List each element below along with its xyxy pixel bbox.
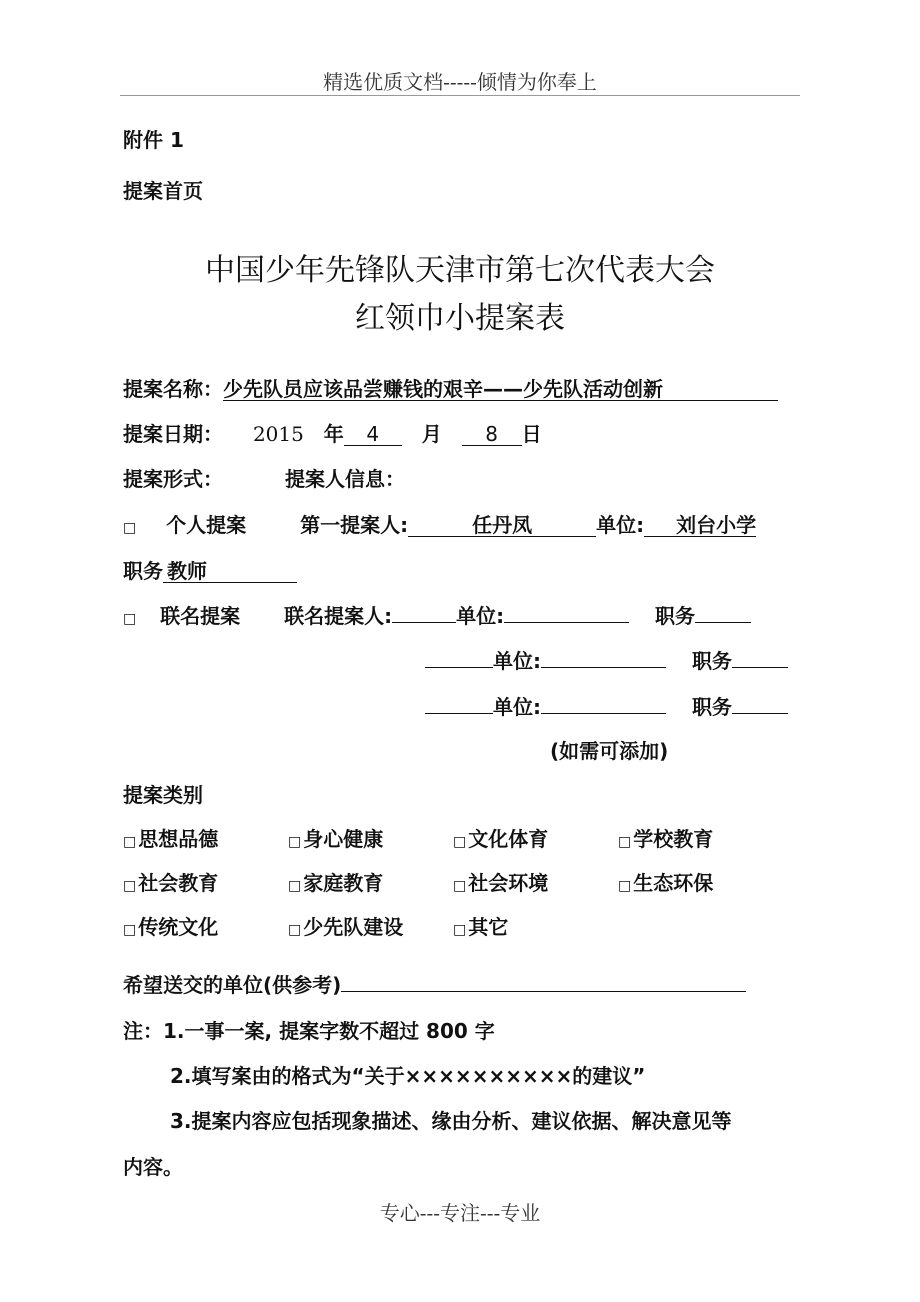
header-rule: [120, 95, 800, 96]
page-footer: 专心---专注---专业: [379, 1201, 541, 1225]
date-row: [123, 418, 542, 447]
day-unit: 日: [521, 422, 542, 446]
category-item[interactable]: □ 学校教育: [618, 827, 714, 851]
joint-position-label-1: 职务: [655, 604, 696, 628]
category-checkbox[interactable]: □: [123, 922, 137, 938]
joint-unit-label-2: 单位:: [493, 649, 541, 673]
joint-label: 联名提案: [160, 604, 241, 628]
proposal-name-label: 提案名称：: [123, 377, 223, 401]
category-item[interactable]: □ 社会教育: [123, 871, 219, 895]
joint-checkbox[interactable]: □: [123, 611, 137, 627]
category-checkbox[interactable]: □: [123, 878, 137, 894]
joint-position-3[interactable]: [732, 713, 788, 714]
category-item[interactable]: □ 其它: [453, 915, 509, 939]
joint-proposer-2[interactable]: [425, 667, 493, 668]
note-1: 1.一事一案, 提案字数不超过 800 字: [163, 1019, 495, 1043]
page-header: 精选优质文档-----倾情为你奉上: [323, 70, 597, 94]
year-value[interactable]: 2015: [252, 422, 304, 446]
note-3b: 内容。: [123, 1155, 183, 1179]
category-checkbox[interactable]: □: [453, 834, 467, 850]
category-item[interactable]: □ 社会环境: [453, 871, 549, 895]
category-item[interactable]: □ 文化体育: [453, 827, 549, 851]
category-item[interactable]: □ 生态环保: [618, 871, 714, 895]
joint-unit-1[interactable]: [504, 622, 629, 623]
title-line-1: 中国少年先锋队天津市第七次代表大会: [205, 253, 715, 288]
individual-position-row: [123, 555, 297, 584]
joint-proposer-3[interactable]: [425, 713, 493, 714]
joint-position-label-2: 职务: [691, 649, 732, 673]
attachment-label: 附件 1: [123, 128, 184, 152]
category-checkbox[interactable]: □: [453, 878, 467, 894]
cover-label: 提案首页: [123, 179, 203, 203]
individual-row: [123, 509, 756, 538]
joint-unit-label-1: 单位:: [456, 604, 505, 628]
year-unit: 年: [323, 422, 344, 446]
joint-row-1: [123, 600, 751, 629]
form-label: 提案形式：: [123, 467, 223, 491]
proposer-info-label: 提案人信息：: [285, 467, 405, 491]
joint-row-3: [425, 691, 788, 720]
category-item[interactable]: □ 家庭教育: [288, 871, 384, 895]
joint-position-label-3: 职务: [691, 695, 732, 719]
category-checkbox[interactable]: □: [288, 922, 302, 938]
month-unit: 月: [421, 422, 442, 446]
category-item[interactable]: □ 少先队建设: [288, 915, 404, 939]
category-checkbox[interactable]: □: [288, 878, 302, 894]
add-more-note: (如需可添加): [550, 739, 669, 763]
category-checkbox[interactable]: □: [618, 834, 632, 850]
submit-unit-input[interactable]: [341, 991, 746, 992]
first-proposer-value[interactable]: 任丹凤: [408, 514, 596, 537]
category-checkbox[interactable]: □: [288, 834, 302, 850]
category-item[interactable]: □ 身心健康: [288, 827, 384, 851]
proposal-name-row: [123, 373, 778, 402]
category-checkbox[interactable]: □: [618, 878, 632, 894]
note-label: 注：: [123, 1019, 163, 1043]
note-2: 2.填写案由的格式为“关于××××××××××的建议”: [170, 1064, 646, 1088]
individual-position-value[interactable]: 教师: [163, 560, 297, 583]
category-checkbox[interactable]: □: [453, 922, 467, 938]
joint-unit-3[interactable]: [541, 713, 666, 714]
proposal-name-value[interactable]: 少先队员应该品尝赚钱的艰辛——少先队活动创新: [223, 378, 778, 401]
joint-unit-label-3: 单位:: [493, 695, 541, 719]
category-item[interactable]: □ 思想品德: [123, 827, 219, 851]
joint-proposer-label: 联名提案人:: [284, 604, 393, 628]
individual-position-label: 职务: [123, 559, 163, 583]
category-label: 提案类别: [123, 783, 203, 807]
individual-checkbox[interactable]: □: [123, 520, 137, 536]
note-3a: 3.提案内容应包括现象描述、缘由分析、建议依据、解决意见等: [170, 1109, 732, 1133]
day-value[interactable]: 8: [462, 423, 522, 446]
individual-unit-value[interactable]: 刘台小学: [644, 514, 756, 537]
category-checkbox[interactable]: □: [123, 834, 137, 850]
submit-unit-label: 希望送交的单位(供参考): [123, 973, 342, 997]
date-label: 提案日期：: [123, 422, 223, 446]
joint-position-1[interactable]: [695, 622, 751, 623]
joint-proposer-1[interactable]: [392, 622, 456, 623]
individual-unit-label: 单位:: [596, 513, 645, 537]
month-value[interactable]: 4: [344, 423, 402, 446]
joint-row-2: [425, 645, 788, 674]
title-line-2: 红领巾小提案表: [355, 301, 565, 336]
category-item[interactable]: □ 传统文化: [123, 915, 219, 939]
submit-unit-row: [123, 969, 746, 998]
joint-unit-2[interactable]: [541, 667, 666, 668]
first-proposer-label: 第一提案人:: [300, 513, 409, 537]
joint-position-2[interactable]: [732, 667, 788, 668]
note-1-row: [123, 1015, 495, 1044]
individual-label: 个人提案: [166, 513, 247, 537]
